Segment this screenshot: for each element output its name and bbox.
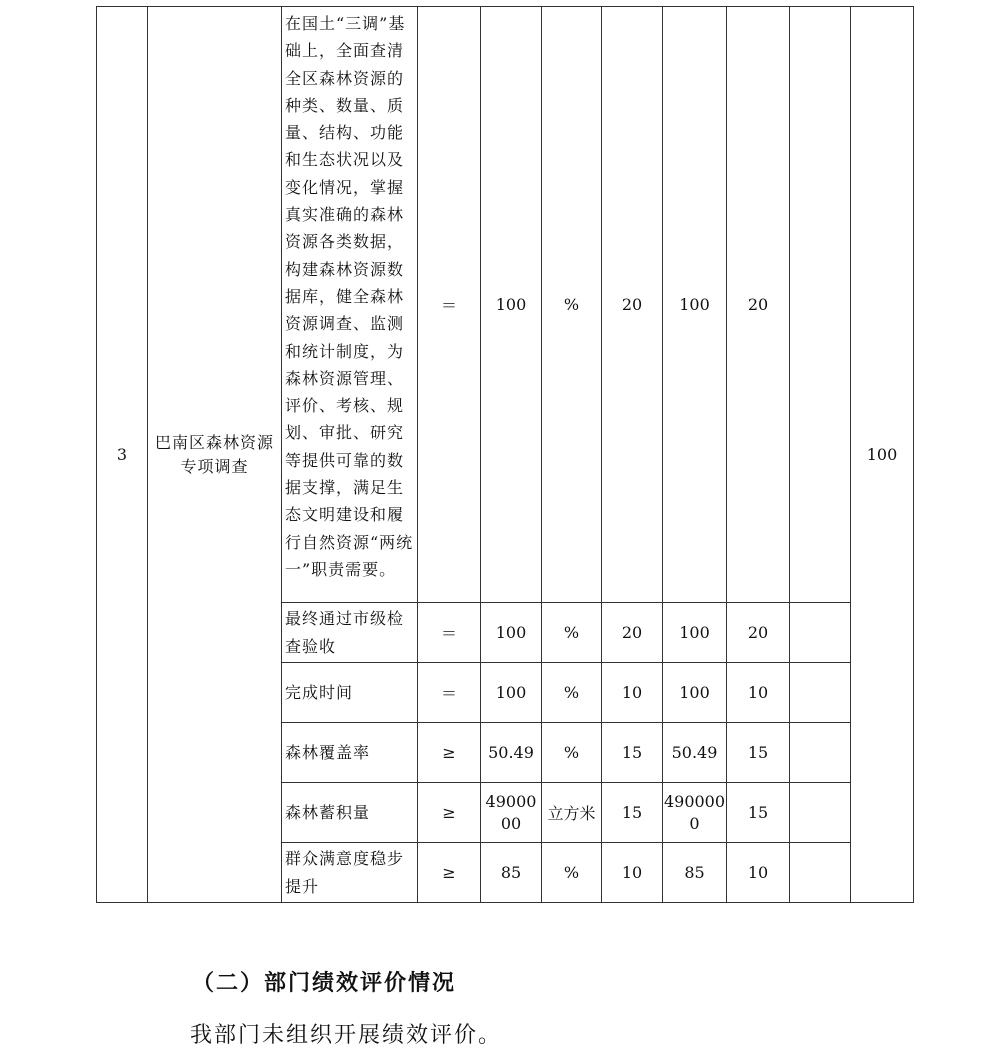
unit-cell: % <box>542 603 602 663</box>
weight-cell: 10 <box>602 663 663 723</box>
indicator-cell: 最终通过市级检查验收 <box>282 603 418 663</box>
actual-value-cell: 50.49 <box>663 723 727 783</box>
operator-cell: ＝ <box>418 7 481 603</box>
project-name-cell: 巴南区森林资源专项调查 <box>148 7 282 903</box>
score-cell: 10 <box>727 843 790 903</box>
score-cell: 15 <box>727 723 790 783</box>
operator-cell: ≥ <box>418 783 481 843</box>
remark-cell <box>790 663 851 723</box>
score-cell: 15 <box>727 783 790 843</box>
unit-cell: 立方米 <box>542 783 602 843</box>
remark-cell <box>790 783 851 843</box>
target-value-cell: 4900000 <box>481 783 542 843</box>
target-value-cell: 100 <box>481 7 542 603</box>
operator-cell: ≥ <box>418 843 481 903</box>
total-score-cell: 100 <box>851 7 914 903</box>
remark-cell <box>790 603 851 663</box>
unit-cell: % <box>542 663 602 723</box>
unit-cell: % <box>542 723 602 783</box>
unit-cell: % <box>542 7 602 603</box>
actual-value-cell: 100 <box>663 603 727 663</box>
actual-value-cell: 85 <box>663 843 727 903</box>
weight-cell: 20 <box>602 603 663 663</box>
score-cell: 20 <box>727 7 790 603</box>
operator-cell: ＝ <box>418 663 481 723</box>
actual-value-cell: 100 <box>663 7 727 603</box>
weight-cell: 20 <box>602 7 663 603</box>
actual-value-cell: 4900000 <box>663 783 727 843</box>
remark-cell <box>790 7 851 603</box>
indicator-cell: 森林覆盖率 <box>282 723 418 783</box>
weight-cell: 10 <box>602 843 663 903</box>
remark-cell <box>790 723 851 783</box>
section-heading: （二）部门绩效评价情况 <box>192 970 457 996</box>
table-row <box>97 7 914 603</box>
weight-cell: 15 <box>602 723 663 783</box>
indicator-cell: 在国土“三调”基础上，全面查清全区森林资源的种类、数量、质量、结构、功能和生态状况以及变化情况，掌握真实准确的森林资源各类数据，构建森林资源数据库，健全森林资源调查、监测和统计制度，为森林资源管理、评价、考核、规划、审批、研究等提供可靠的数据支撑，满足生态文明建设和履行自然资源“两统一”职责需要。 <box>282 7 418 603</box>
indicator-cell: 群众满意度稳步提升 <box>282 843 418 903</box>
target-value-cell: 100 <box>481 663 542 723</box>
actual-value-cell: 100 <box>663 663 727 723</box>
indicator-cell: 森林蓄积量 <box>282 783 418 843</box>
operator-cell: ＝ <box>418 603 481 663</box>
indicator-cell: 完成时间 <box>282 663 418 723</box>
section-paragraph: 我部门未组织开展绩效评价。 <box>190 1023 503 1048</box>
score-cell: 20 <box>727 603 790 663</box>
operator-cell: ≥ <box>418 723 481 783</box>
unit-cell: % <box>542 843 602 903</box>
target-value-cell: 50.49 <box>481 723 542 783</box>
weight-cell: 15 <box>602 783 663 843</box>
remark-cell <box>790 843 851 903</box>
target-value-cell: 85 <box>481 843 542 903</box>
seq-cell: 3 <box>97 7 148 903</box>
score-cell: 10 <box>727 663 790 723</box>
performance-table <box>96 6 914 903</box>
target-value-cell: 100 <box>481 603 542 663</box>
